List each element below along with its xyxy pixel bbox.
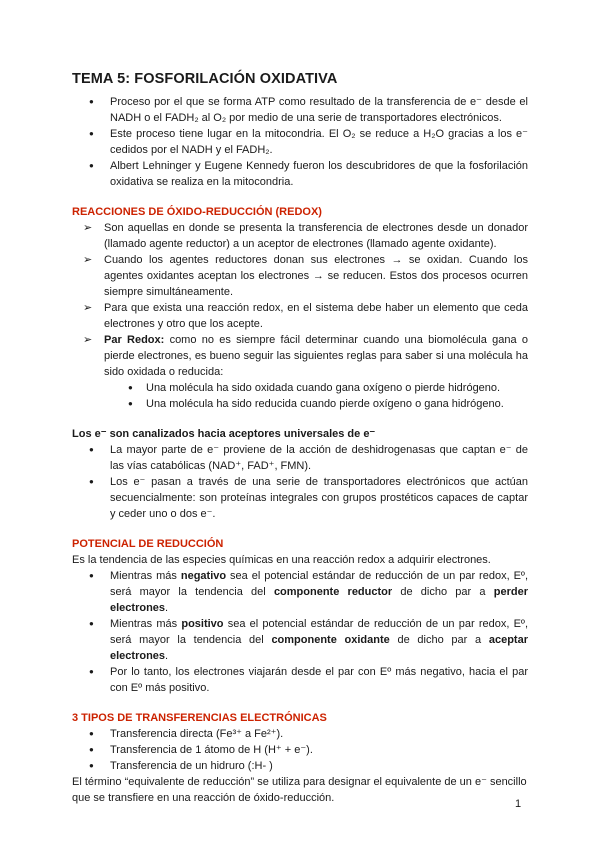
carriers-list [72, 442, 528, 522]
potential-list [72, 568, 528, 696]
neg-bold-perder: perder electrones [110, 586, 528, 614]
intro-list [72, 94, 528, 190]
neg-text-a: Mientras más [110, 570, 181, 582]
carriers-item-1: ● La mayor parte de e⁻ proviene de la acción de deshidrogenasas que captan e⁻ de las vías catabólicas (NAD⁺, FAD⁺, FMN). [72, 442, 528, 474]
transfers-section [72, 710, 528, 806]
potential-intro: Es la tendencia de las especies químicas en una reacción redox a adquirir electrones. [72, 554, 491, 566]
transfers-item-3: ● Transferencia de un hidruro (:H- ) [72, 758, 528, 774]
redox-list [72, 220, 528, 412]
neg-bold-negativo: negativo [180, 570, 227, 582]
pos-text-g: . [165, 650, 169, 662]
neg-text-c: sea el potencial estándar de reducción de un par redox, Eº, será mayor la tendencia del [110, 570, 528, 598]
transfers-footer: El término “equivalente de reducción” se utiliza para designar el equivalente de un e⁻ sencillo que se transfiere en una reacción de óxido-reducción. [72, 776, 527, 804]
pos-bold-componente: componente oxidante [271, 634, 390, 646]
pos-bold-positivo: positivo [181, 618, 224, 630]
carriers-section [72, 426, 528, 522]
potential-negative-item [72, 568, 528, 616]
redox-section [72, 204, 528, 412]
transfers-item-1: ● Transferencia directa (Fe³⁺ a Fe²⁺). [72, 726, 528, 742]
potential-conclusion-item: ● Por lo tanto, los electrones viajarán desde el par con Eº más negativo, hacia el par con Eº más positivo. [72, 664, 528, 696]
document-page [72, 70, 528, 806]
potential-section [72, 536, 528, 696]
par-redox-label: Par Redox: [104, 334, 165, 346]
page-title: TEMA 5: FOSFORILACIÓN OXIDATIVA [72, 71, 338, 87]
pos-bold-aceptar: aceptar electrones [110, 634, 528, 662]
page-number: 1 [515, 798, 522, 810]
neg-bold-componente: componente reductor [273, 586, 393, 598]
carriers-item-2: ● Los e⁻ pasan a través de una serie de transportadores electrónicos que actúan secuencialmente: son proteínas integrales con grupos prostéticos capaces de captar y ceder uno o dos e⁻. [72, 474, 528, 522]
redox-heading: REACCIONES DE ÓXIDO-REDUCCIÓN (REDOX) [72, 206, 322, 218]
potential-heading: POTENCIAL DE REDUCCIÓN [72, 538, 224, 550]
intro-item-3: ● Albert Lehninger y Eugene Kennedy fueron los descubridores de que la fosforilación oxidativa se realiza en la mitocondria. [72, 158, 528, 190]
pos-text-e: de dicho par a [389, 634, 489, 646]
redox-rules-list [104, 380, 528, 412]
redox-rule-1: ● Una molécula ha sido oxidada cuando gana oxígeno o pierde hidrógeno. [104, 380, 528, 396]
transfers-item-2: ● Transferencia de 1 átomo de H (H⁺ + e⁻). [72, 742, 528, 758]
transfers-list [72, 726, 528, 774]
intro-item-1: ● Proceso por el que se forma ATP como resultado de la transferencia de e⁻ desde el NADH o el FADH₂ al O₂ por medio de una serie de transportadores electrónicos. [72, 94, 528, 126]
pos-text-a: Mientras más [110, 618, 182, 630]
neg-text-g: . [165, 602, 169, 614]
redox-item-par [72, 332, 528, 412]
redox-item-1: ➢ Son aquellas en donde se presenta la transferencia de electrones desde un donador (llamado agente reductor) a un aceptor de electrones (llamado agente oxidante). [72, 220, 528, 252]
intro-item-2: ● Este proceso tiene lugar en la mitocondria. El O₂ se reduce a H₂O gracias a los e⁻ cedidos por el NADH y el FADH₂. [72, 126, 528, 158]
neg-text-e: de dicho par a [392, 586, 494, 598]
potential-positive-item [72, 616, 528, 664]
redox-item-3: ➢ Para que exista una reacción redox, en el sistema debe haber un elemento que ceda electrones y otro que los acepte. [72, 300, 528, 332]
redox-item-2: ➢ Cuando los agentes reductores donan sus electrones → se oxidan. Cuando los agentes oxidantes aceptan los electrones → se reducen. Estos dos procesos ocurren siempre simultáneamente. [72, 252, 528, 300]
pos-text-c: sea el potencial estándar de reducción de un par redox, Eº, será mayor la tendencia del [110, 618, 528, 646]
redox-rule-2: ● Una molécula ha sido reducida cuando pierde oxígeno o gana hidrógeno. [104, 396, 528, 412]
carriers-heading: Los e⁻ son canalizados hacia aceptores universales de e⁻ [72, 428, 376, 440]
par-redox-text: como no es siempre fácil determinar cuando una biomolécula gana o pierde electrones, es bueno seguir las siguientes reglas para saber si una molécula ha sido oxidada o reducida: [104, 334, 528, 378]
transfers-heading: 3 TIPOS DE TRANSFERENCIAS ELECTRÓNICAS [72, 712, 327, 724]
